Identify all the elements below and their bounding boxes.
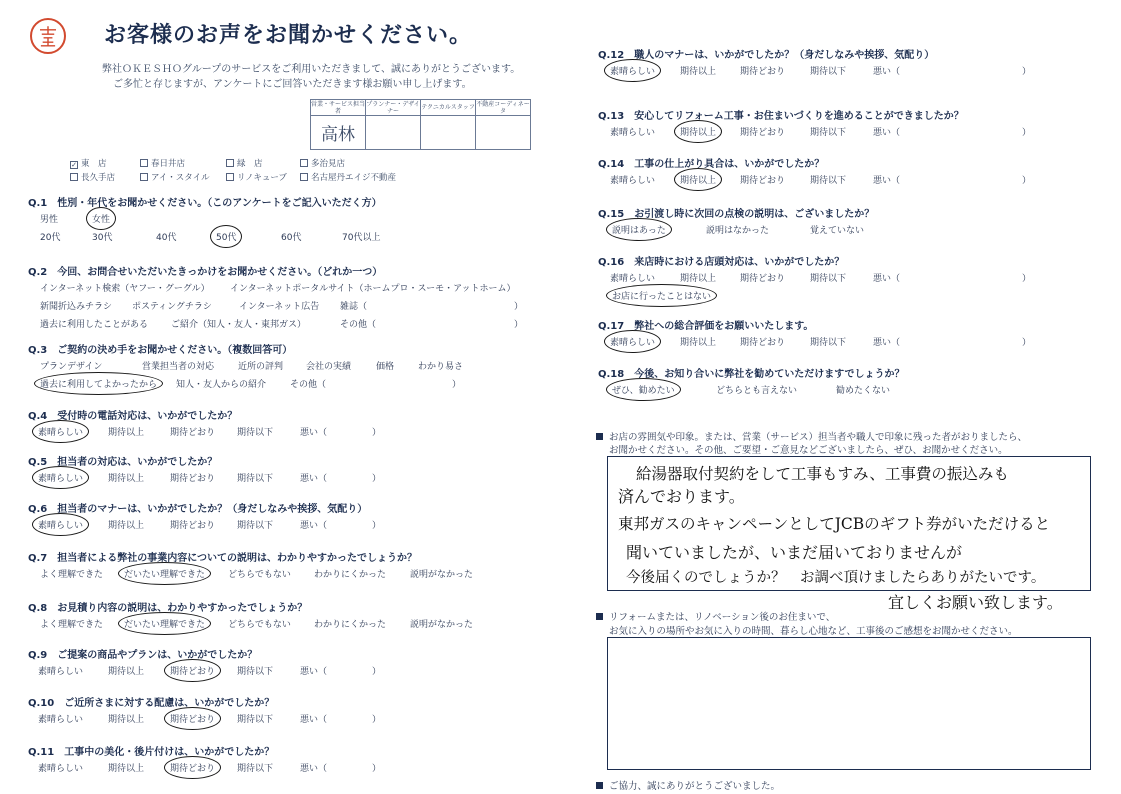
- left-q4-option[interactable]: 期待どおり: [170, 474, 216, 484]
- left-q9-option[interactable]: 素晴らしい: [38, 715, 84, 725]
- left-q2-option[interactable]: その他（: [290, 380, 327, 390]
- right-q0-option[interactable]: 期待以上: [680, 67, 717, 77]
- left-q9-option[interactable]: ）: [372, 715, 382, 725]
- staff-value-realestate[interactable]: [476, 116, 531, 150]
- left-question-3: [28, 407, 237, 422]
- right-q1-option[interactable]: 悪い（: [873, 128, 901, 138]
- left-q6-option[interactable]: どちらでもない: [228, 570, 291, 580]
- intro-line-1: 弊社ＯＫＥＳＨＯグループのサービスをご利用いただきまして、誠にありがとうございます。: [102, 64, 521, 75]
- right-question-3: [598, 205, 874, 220]
- question-text: Q.14 工事の仕上がり具合は、いかがでしたか？: [598, 159, 825, 170]
- store-checkbox-1[interactable]: [140, 157, 185, 169]
- reform-comment-box[interactable]: [607, 637, 1091, 770]
- left-q9-option[interactable]: 期待以上: [108, 715, 145, 725]
- square-bullet-icon: [596, 613, 603, 620]
- seal-stamp-graphic: [32, 20, 64, 52]
- right-q2-option[interactable]: 期待以上: [680, 176, 717, 186]
- left-question-7: [28, 599, 307, 614]
- right-q5-option[interactable]: 期待以下: [810, 338, 847, 348]
- right-q0-option[interactable]: 悪い（: [873, 67, 901, 77]
- right-question-1: [598, 107, 964, 122]
- right-q4-option[interactable]: お店に行ったことはない: [612, 292, 712, 302]
- store-checkbox-3[interactable]: [300, 157, 345, 169]
- question-text: Q.17 弊社への総合評価をお願いいたします。: [598, 321, 814, 332]
- square-bullet-icon: [596, 782, 603, 789]
- left-q1-option[interactable]: 雑誌（: [340, 302, 368, 312]
- left-q7-option[interactable]: だいたい理解できた: [124, 620, 206, 630]
- left-question-4: [28, 453, 217, 468]
- left-q5-option[interactable]: ）: [372, 521, 382, 531]
- right-q3-option[interactable]: 説明はなかった: [706, 226, 770, 236]
- left-q4-option[interactable]: 期待以下: [237, 474, 274, 484]
- store-checkbox-4[interactable]: [70, 171, 115, 183]
- right-q2-option[interactable]: 悪い（: [873, 176, 901, 186]
- left-q10-option[interactable]: 期待どおり: [170, 764, 216, 774]
- left-q5-option[interactable]: 期待以下: [237, 521, 274, 531]
- staff-value-sales[interactable]: 高林: [311, 116, 366, 150]
- left-q9-option[interactable]: 期待どおり: [170, 715, 216, 725]
- left-q0-option[interactable]: 男性: [40, 215, 59, 225]
- left-question-5: [28, 500, 367, 515]
- left-q3-option[interactable]: 期待以上: [108, 428, 145, 438]
- right-q5-option[interactable]: 期待どおり: [740, 338, 786, 348]
- right-q4-option[interactable]: 期待以下: [810, 274, 847, 284]
- left-q8-option[interactable]: 期待以上: [108, 667, 145, 677]
- right-q1-option[interactable]: ）: [1022, 128, 1032, 138]
- checkbox-icon[interactable]: ✓: [71, 161, 77, 169]
- right-q0-option[interactable]: 期待以下: [810, 67, 847, 77]
- store-checkbox-6[interactable]: [226, 171, 287, 183]
- question-text: Q.1 性別・年代をお聞かせください。（このアンケートをご記入いただく方）: [28, 198, 382, 209]
- left-q0-option[interactable]: 60代: [281, 233, 302, 243]
- left-q0-option[interactable]: 20代: [40, 233, 61, 243]
- question-text: Q.18 今後、お知り合いに弊社を勧めていただけますでしょうか？: [598, 369, 905, 380]
- right-q5-option[interactable]: ）: [1022, 338, 1032, 348]
- left-q6-option[interactable]: わかりにくかった: [314, 570, 387, 580]
- left-q2-option[interactable]: 営業担当者の対応: [142, 362, 215, 372]
- seal-stamp: [30, 18, 66, 54]
- right-q2-option[interactable]: 素晴らしい: [610, 176, 656, 186]
- question-text: Q.10 ご近所さまに対する配慮は、いかがでしたか？: [28, 698, 275, 709]
- checkbox-icon[interactable]: [140, 159, 148, 167]
- handwritten-comment-line: 済んでおります。: [618, 487, 745, 506]
- right-q1-option[interactable]: 素晴らしい: [610, 128, 656, 138]
- right-q0-option[interactable]: 素晴らしい: [610, 67, 656, 77]
- left-q4-option[interactable]: 期待以上: [108, 474, 145, 484]
- right-q5-option[interactable]: 期待以上: [680, 338, 717, 348]
- left-q4-option[interactable]: 素晴らしい: [38, 474, 84, 484]
- store-checkbox-0[interactable]: [70, 157, 107, 169]
- left-q8-option[interactable]: 期待以下: [237, 667, 274, 677]
- right-q0-option[interactable]: ）: [1022, 67, 1032, 77]
- right-question-2: [598, 155, 824, 170]
- question-text: Q.5 担当者の対応は、いかがでしたか？: [28, 457, 218, 468]
- left-q8-option[interactable]: 素晴らしい: [38, 667, 84, 677]
- staff-header-sales: 営業・サービス担当者: [311, 100, 366, 115]
- left-q1-option[interactable]: ご紹介（知人・友人・東邦ガス）: [171, 320, 307, 330]
- left-q2-option[interactable]: わかり易さ: [418, 362, 464, 372]
- intro-line-2: ご多忙と存じますが、アンケートにご回答いただきます様お願い申し上げます。: [113, 79, 472, 90]
- left-q1-option[interactable]: インターネットポータルサイト（ホームプロ・スーモ・アットホーム）: [230, 284, 516, 294]
- handwritten-comment-line: 宜しくお願い致します。: [888, 593, 1063, 612]
- left-q8-option[interactable]: 期待どおり: [170, 667, 216, 677]
- right-question-4: [598, 253, 844, 268]
- right-q4-option[interactable]: 期待以上: [680, 274, 717, 284]
- left-q7-option[interactable]: わかりにくかった: [314, 620, 387, 630]
- left-q0-option[interactable]: 40代: [156, 233, 177, 243]
- question-text: Q.7 担当者による弊社の事業内容についての説明は、わかりやすかったでしょうか？: [28, 553, 418, 564]
- left-q3-option[interactable]: ）: [372, 428, 382, 438]
- left-q1-option[interactable]: ポスティングチラシ: [132, 302, 212, 312]
- left-q1-option[interactable]: インターネット広告: [239, 302, 320, 312]
- right-q2-option[interactable]: 期待以下: [810, 176, 847, 186]
- comment-prompt-1: お店の雰囲気や印象。または、営業（サービス）担当者や職人で印象に残った者がおりましたら、: [596, 429, 1027, 443]
- left-q3-option[interactable]: 素晴らしい: [38, 428, 84, 438]
- right-q3-option[interactable]: 覚えていない: [810, 226, 865, 236]
- question-text: Q.11 工事中の美化・後片付けは、いかがでしたか？: [28, 747, 275, 758]
- store-label: アイ・スタイル: [151, 173, 210, 183]
- right-q3-option[interactable]: 説明はあった: [612, 226, 666, 236]
- question-text: Q.8 お見積り内容の説明は、わかりやすかったでしょうか？: [28, 603, 308, 614]
- left-q3-option[interactable]: 悪い（: [300, 428, 328, 438]
- left-question-8: [28, 646, 257, 661]
- handwritten-comment-line: 給湯器取付契約をして工事もすみ、工事費の振込みも: [636, 465, 1009, 483]
- left-q1-option[interactable]: インターネット検索（ヤフー・グーグル）: [40, 284, 210, 294]
- left-q5-option[interactable]: 期待以上: [108, 521, 145, 531]
- left-q1-option[interactable]: その他（: [340, 320, 377, 330]
- right-q4-option[interactable]: ）: [1022, 274, 1032, 284]
- checkbox-icon[interactable]: [300, 159, 308, 167]
- comment-prompt-2: お聞かせください。その他、ご要望・ご意見などございましたら、ぜひ、お聞かせください。: [609, 445, 1008, 456]
- staff-value-planner[interactable]: [366, 116, 421, 150]
- left-q3-option[interactable]: 期待以下: [237, 428, 274, 438]
- left-q10-option[interactable]: 期待以上: [108, 764, 145, 774]
- left-q1-option[interactable]: 過去に利用したことがある: [40, 320, 149, 330]
- reform-prompt-1: リフォームまたは、リノベーション後のお住まいで、: [596, 609, 835, 623]
- right-q0-option[interactable]: 期待どおり: [740, 67, 786, 77]
- question-text: Q.6 担当者のマナーは、いかがでしたか？（身だしなみや挨拶、気配り）: [28, 504, 368, 515]
- left-q7-option[interactable]: 説明がなかった: [410, 620, 474, 630]
- right-q1-option[interactable]: 期待どおり: [740, 128, 786, 138]
- left-question-9: [28, 694, 274, 709]
- right-q2-option[interactable]: ）: [1022, 176, 1032, 186]
- left-q2-option[interactable]: ）: [452, 380, 462, 390]
- store-label: リノキューブ: [237, 173, 287, 183]
- handwritten-comment-line: 聞いていましたが、いまだ届いておりませんが: [626, 543, 963, 562]
- right-q2-option[interactable]: 期待どおり: [740, 176, 786, 186]
- square-bullet-icon: [596, 433, 603, 440]
- question-text: Q.13 安心してリフォーム工事・お住まいづくりを進めることができましたか？: [598, 111, 964, 122]
- left-q2-option[interactable]: 過去に利用してよかったから: [40, 380, 158, 390]
- right-q6-option[interactable]: 勧めたくない: [836, 386, 891, 396]
- staff-header-technical: テクニカルスタッフ: [421, 100, 476, 116]
- right-q1-option[interactable]: 期待以上: [680, 128, 717, 138]
- question-text: Q.16 来店時における店頭対応は、いかがでしたか？: [598, 257, 845, 268]
- left-q5-option[interactable]: 悪い（: [300, 521, 328, 531]
- staff-table: [310, 99, 531, 150]
- right-question-6: [598, 365, 905, 380]
- question-text: Q.12 職人のマナーは、いかがでしたか？（身だしなみや挨拶、気配り）: [598, 50, 935, 61]
- staff-header-planner: プランナー・デザイナー: [366, 100, 420, 115]
- left-q10-option[interactable]: ）: [372, 764, 382, 774]
- left-question-1: [28, 263, 382, 278]
- left-q0-option[interactable]: 女性: [92, 215, 111, 225]
- page-title: お客様のお声をお聞かせください。: [104, 23, 473, 48]
- right-q5-option[interactable]: 素晴らしい: [610, 338, 656, 348]
- left-question-6: [28, 549, 417, 564]
- right-q6-option[interactable]: ぜひ、勧めたい: [612, 386, 675, 396]
- checkbox-icon[interactable]: [140, 173, 148, 181]
- left-q6-option[interactable]: だいたい理解できた: [124, 570, 206, 580]
- question-text: Q.3 ご契約の決め手をお聞かせください。（複数回答可）: [28, 345, 293, 356]
- store-label: 東 店: [81, 159, 107, 169]
- handwritten-comment-line: 今後届くのでしょうか？ お調べ頂けましたらありがたいです。: [626, 570, 1046, 586]
- store-checkbox-5[interactable]: [140, 171, 210, 183]
- reform-prompt-2: お気に入りの場所やお気に入りの時間、暮らし心地など、工事後のご感想をお聞かせください。: [609, 626, 1018, 637]
- checkbox-icon[interactable]: [226, 173, 234, 181]
- left-q2-option[interactable]: 会社の実績: [306, 362, 352, 372]
- left-q2-option[interactable]: 知人・友人からの紹介: [176, 380, 267, 390]
- question-text: Q.4 受付時の電話対応は、いかがでしたか？: [28, 411, 238, 422]
- handwritten-comment-line: 東邦ガスのキャンペーンとしてJCBのギフト券がいただけると: [618, 515, 1051, 533]
- right-q6-option[interactable]: どちらとも言えない: [716, 386, 798, 396]
- left-q4-option[interactable]: ）: [372, 474, 382, 484]
- left-q0-option[interactable]: 70代以上: [342, 233, 381, 243]
- left-q10-option[interactable]: 期待以下: [237, 764, 274, 774]
- right-q4-option[interactable]: 悪い（: [873, 274, 901, 284]
- left-q6-option[interactable]: 説明がなかった: [410, 570, 474, 580]
- staff-value-technical[interactable]: [421, 116, 476, 150]
- left-q8-option[interactable]: 悪い（: [300, 667, 328, 677]
- question-text: Q.15 お引渡し時に次回の点検の説明は、ございましたか？: [598, 209, 875, 220]
- checkbox-icon[interactable]: [226, 159, 234, 167]
- left-q2-option[interactable]: 近所の評判: [238, 362, 284, 372]
- question-text: Q.2 今回、お問合せいただいたきっかけをお聞かせください。（どれか一つ）: [28, 267, 383, 278]
- left-q4-option[interactable]: 悪い（: [300, 474, 328, 484]
- store-label: 長久手店: [81, 173, 116, 183]
- store-label: 多治見店: [311, 159, 346, 169]
- left-q1-option[interactable]: ）: [514, 320, 524, 330]
- left-q6-option[interactable]: よく理解できた: [40, 570, 104, 580]
- left-q5-option[interactable]: 素晴らしい: [38, 521, 84, 531]
- store-checkbox-7[interactable]: [300, 171, 396, 183]
- question-text: Q.9 ご提案の商品やプランは、いかがでしたか？: [28, 650, 258, 661]
- right-q5-option[interactable]: 悪い（: [873, 338, 901, 348]
- left-question-10: [28, 743, 274, 758]
- left-q8-option[interactable]: ）: [372, 667, 382, 677]
- left-q9-option[interactable]: 期待以下: [237, 715, 274, 725]
- left-q7-option[interactable]: よく理解できた: [40, 620, 104, 630]
- store-checkbox-2[interactable]: [226, 157, 263, 169]
- left-q2-option[interactable]: 価格: [376, 362, 395, 372]
- left-q3-option[interactable]: 期待どおり: [170, 428, 216, 438]
- left-q1-option[interactable]: ）: [514, 302, 524, 312]
- left-q7-option[interactable]: どちらでもない: [228, 620, 291, 630]
- left-q10-option[interactable]: 素晴らしい: [38, 764, 84, 774]
- store-label: 緑 店: [237, 159, 263, 169]
- right-q1-option[interactable]: 期待以下: [810, 128, 847, 138]
- right-q4-option[interactable]: 期待どおり: [740, 274, 786, 284]
- left-q10-option[interactable]: 悪い（: [300, 764, 328, 774]
- checkbox-icon[interactable]: [300, 173, 308, 181]
- left-q1-option[interactable]: 新聞折込みチラシ: [40, 302, 113, 312]
- left-q0-option[interactable]: 30代: [92, 233, 113, 243]
- store-label: 名古屋丹エイジ不動産: [311, 173, 397, 183]
- staff-header-realestate: 不動産コーディネータ: [476, 100, 530, 115]
- left-q5-option[interactable]: 期待どおり: [170, 521, 216, 531]
- left-q9-option[interactable]: 悪い（: [300, 715, 328, 725]
- right-question-5: [598, 317, 813, 332]
- store-label: 春日井店: [151, 159, 186, 169]
- checkbox-icon[interactable]: [70, 173, 78, 181]
- left-q2-option[interactable]: プランデザイン: [40, 362, 103, 372]
- right-q4-option[interactable]: 素晴らしい: [610, 274, 656, 284]
- right-question-0: [598, 46, 934, 61]
- left-question-0: [28, 194, 382, 209]
- left-question-2: [28, 341, 292, 356]
- left-q0-option[interactable]: 50代: [216, 233, 237, 243]
- footer-thanks: ご協力、誠にありがとうございました。: [596, 778, 780, 792]
